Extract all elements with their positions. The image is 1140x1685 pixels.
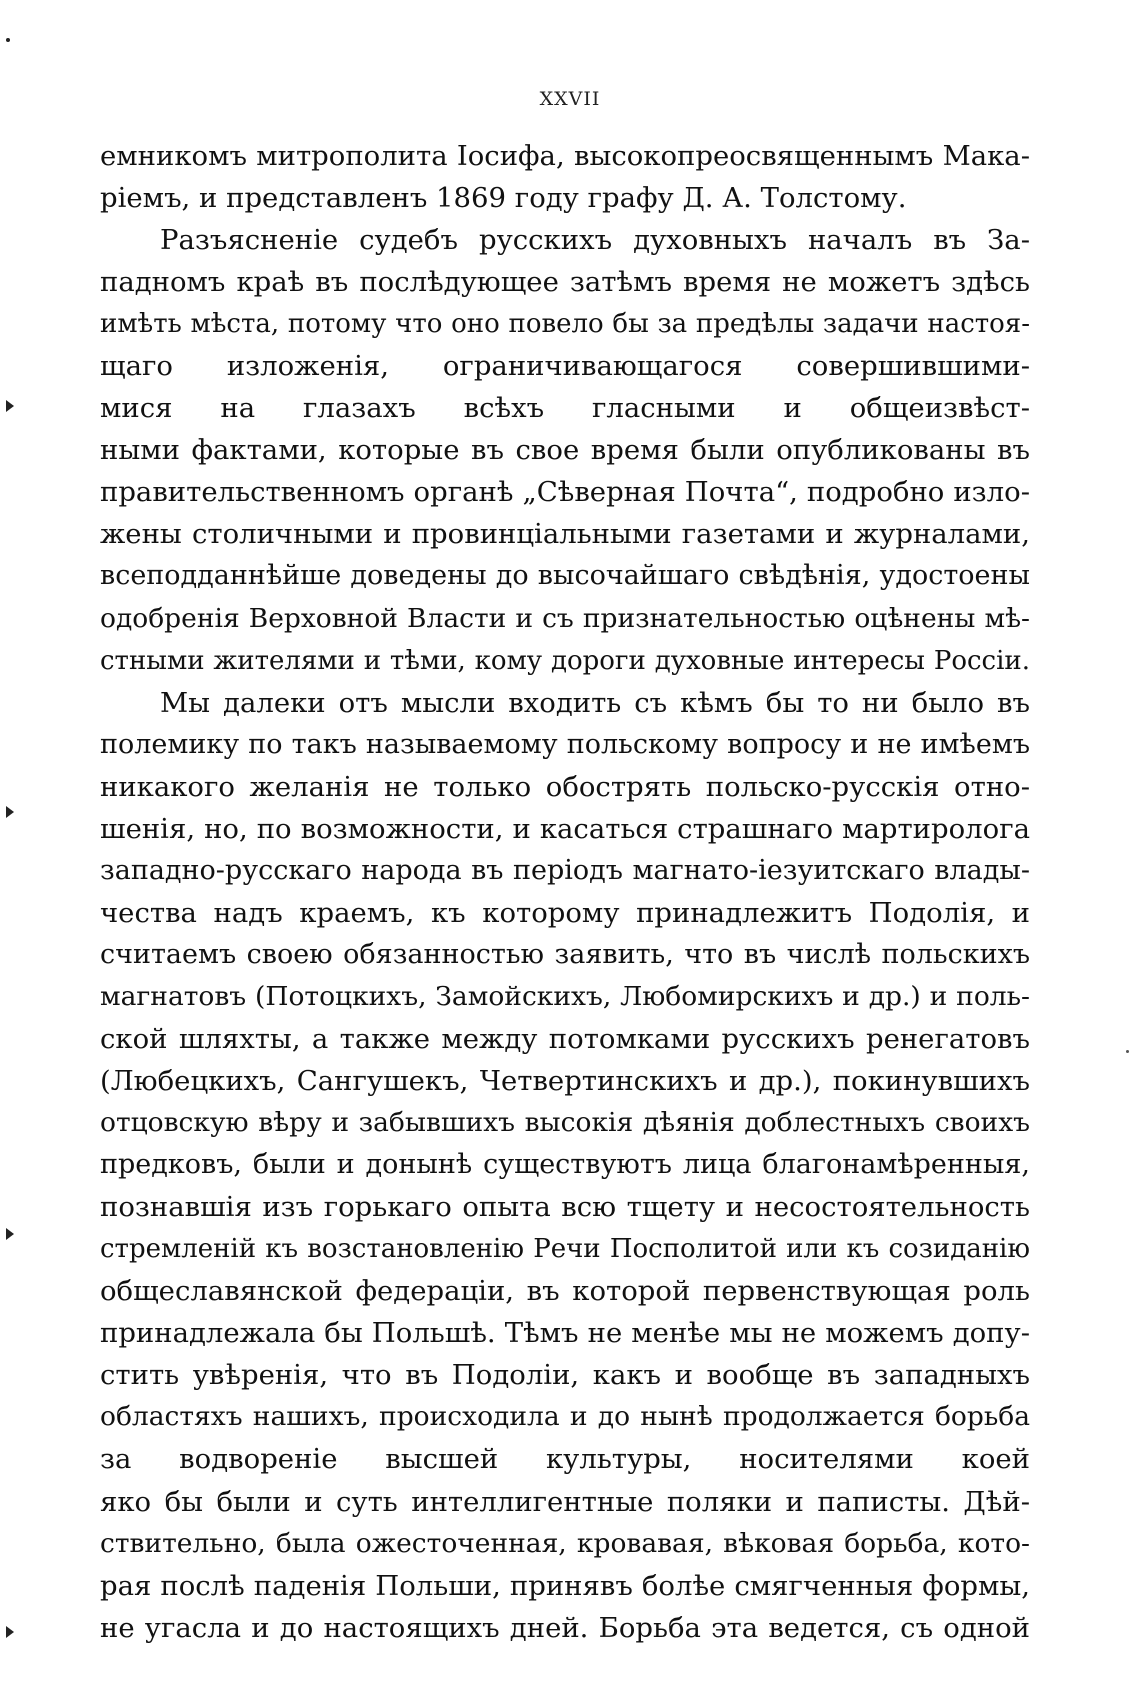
text-line: ріемъ, и представленъ 1869 году графу Д. А. Толстому. (100, 182, 907, 215)
text-line: ской шляхты, а также между потомками русскихъ ренегатовъ (100, 1022, 1030, 1055)
text-line: областяхъ нашихъ, происходила и до нынѣ продолжается борьба (100, 1401, 1030, 1433)
text-line: чества надъ краемъ, къ которому принадлежитъ Подолія, и (100, 896, 1030, 929)
text-line: имѣть мѣста, потому что оно повело бы за предѣлы задачи настоя- (100, 309, 1030, 340)
text-line: ными фактами, которые въ свое время были опубликованы въ (100, 434, 1030, 467)
text-line: не угасла и до настоящихъ дней. Борьба эта ведется, съ одной (100, 1611, 1030, 1644)
text-line: одобренія Верховной Власти и съ признательностью оцѣнены мѣ- (100, 602, 1030, 634)
paragraph-first-line: Разъясненіе судебъ русскихъ духовныхъ началъ въ За- (160, 224, 1030, 257)
text-line: всеподданнѣйше доведены до высочайшаго свѣдѣнія, удостоены (100, 560, 1030, 592)
text-line: отцовскую вѣру и забывшихъ высокія дѣянія доблестныхъ своихъ (100, 1107, 1030, 1139)
text-line: считаемъ своею обязанностью заявить, что въ числѣ польскихъ (100, 938, 1030, 970)
text-line: яко бы были и суть интеллигентные поляки и паписты. Дѣй- (100, 1485, 1030, 1518)
text-line: падномъ краѣ въ послѣдующее затѣмъ время не можетъ здѣсь (100, 266, 1030, 299)
text-line: западно-русскаго народа въ періодъ магнато-іезуитскаго влады- (100, 854, 1030, 886)
text-line: щаго изложенія, ограничивающагося совершившими- (100, 350, 1030, 383)
text-line: мися на глазахъ всѣхъ гласными и общеизвѣст- (100, 392, 1030, 425)
margin-dot-mark (6, 38, 10, 42)
text-line: шенія, но, по возможности, и касаться страшнаго мартиролога (100, 812, 1030, 845)
margin-arrow-mark (6, 1228, 14, 1240)
text-line: стремленій къ возстановленію Речи Посполитой или къ созиданію (100, 1234, 1030, 1265)
margin-speck-mark (1126, 1050, 1129, 1053)
page-number: XXVII (539, 88, 601, 110)
text-line: предковъ, были и донынѣ существуютъ лица благонамѣренныя, (100, 1149, 1030, 1181)
margin-arrow-mark (6, 400, 14, 412)
margin-arrow-mark (6, 806, 14, 818)
text-line: никакого желанія не только обострять польско-русскія отно- (100, 770, 1030, 803)
text-line: ствительно, была ожесточенная, кровавая, вѣковая борьба, кото- (100, 1527, 1030, 1559)
text-line: рая послѣ паденія Польши, принявъ болѣе смягченныя формы, (100, 1569, 1030, 1602)
paragraph-first-line: Мы далеки отъ мысли входить съ кѣмъ бы то ни было въ (160, 686, 1030, 719)
text-line: общеславянской федераціи, въ которой первенствующая роль (100, 1275, 1030, 1308)
text-line: познавшія изъ горькаго опыта всю тщету и несостоятельность (100, 1191, 1030, 1224)
text-line: магнатовъ (Потоцкихъ, Замойскихъ, Любомирскихъ и др.) и поль- (100, 980, 1030, 1012)
margin-arrow-mark (6, 1626, 14, 1638)
text-line: стными жителями и тѣми, кому дороги духовные интересы Россіи. (100, 645, 1030, 676)
text-line: принадлежала бы Польшѣ. Тѣмъ не менѣе мы не можемъ допу- (100, 1317, 1030, 1350)
body-text (100, 135, 1030, 1649)
text-line: стить увѣренія, что въ Подоліи, какъ и вообще въ западныхъ (100, 1359, 1030, 1392)
text-line: (Любецкихъ, Сангушекъ, Четвертинскихъ и др.), покинувшихъ (100, 1065, 1030, 1098)
text-line: емникомъ митрополита Іосифа, высокопреосвященнымъ Мака- (100, 140, 1030, 172)
text-line: полемику по такъ называемому польскому вопросу и не имѣемъ (100, 728, 1030, 760)
text-line: за водвореніе высшей культуры, носителями коей (100, 1443, 1030, 1476)
text-line: жены столичными и провинціальными газетами и журналами, (100, 518, 1030, 551)
text-line: правительственномъ органѣ „Сѣверная Почта“, подробно изло- (100, 476, 1030, 509)
